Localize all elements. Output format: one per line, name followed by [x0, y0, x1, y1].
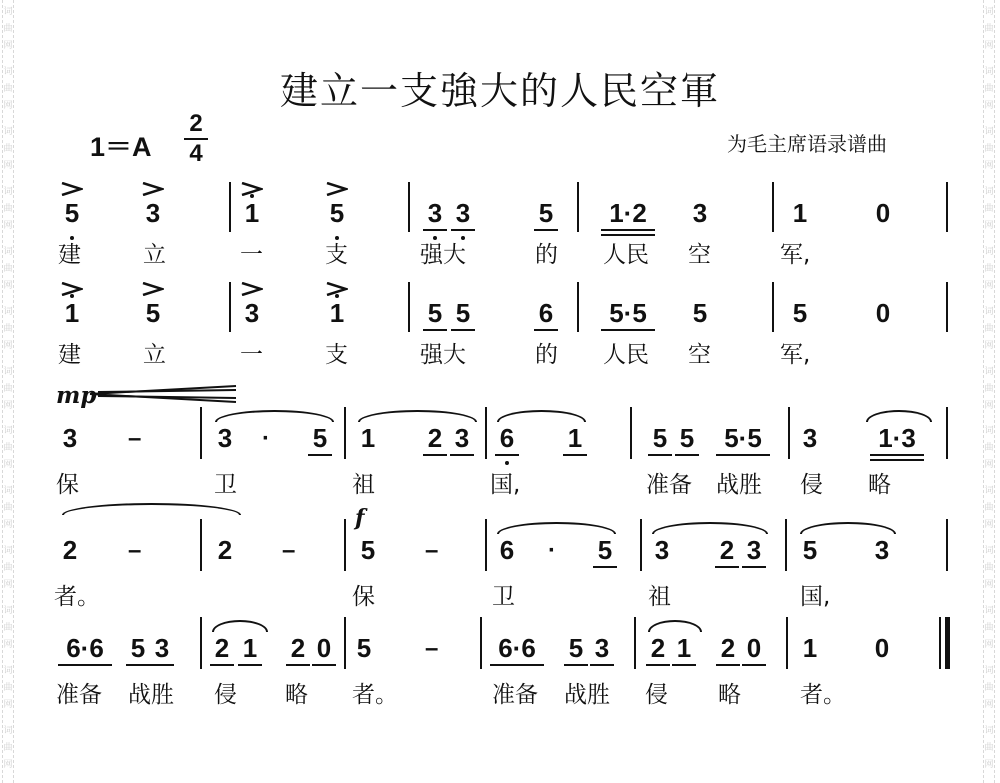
watermark-strip-left [2, 0, 14, 783]
note: 6·6 [66, 633, 104, 663]
octave-dot-high [70, 294, 74, 298]
watermark-char: 词 [3, 606, 13, 617]
underline [593, 566, 617, 568]
watermark-char: 曲 [3, 623, 13, 634]
lyric: 保 [56, 472, 79, 498]
crescendo-hairpin [88, 384, 238, 404]
lyric: 侵 [214, 682, 237, 708]
underline [870, 454, 924, 456]
note: 2 [719, 535, 735, 565]
watermark-char: 曲 [984, 743, 994, 754]
watermark-char: 曲 [984, 24, 994, 34]
note: 1 [244, 198, 260, 228]
watermark-char: 网 [3, 580, 13, 591]
bar-line [480, 617, 482, 669]
watermark-char: 网 [984, 700, 994, 711]
note: 2 [720, 633, 736, 663]
octave-dot-low [70, 236, 74, 240]
note: 5 [792, 298, 808, 328]
watermark-char: 词 [984, 126, 994, 137]
bar-line [229, 182, 231, 232]
underline [126, 664, 150, 666]
watermark-char: 网 [984, 400, 994, 411]
underline [423, 229, 447, 231]
watermark-char: 曲 [984, 143, 994, 154]
note: 5 [802, 535, 818, 565]
watermark-char: 网 [984, 220, 994, 231]
underline [58, 664, 112, 666]
lyric: 人民 [603, 242, 649, 268]
lyric: 一 [240, 242, 263, 268]
watermark-char: 网 [3, 220, 13, 231]
dot-rest: · [548, 537, 556, 564]
underline [490, 664, 544, 666]
watermark-char: 曲 [3, 323, 13, 334]
lyric: 空 [688, 242, 711, 268]
dash: – [282, 537, 296, 564]
lyric: 战胜 [716, 472, 762, 498]
watermark-char: 词 [3, 126, 13, 137]
note: 5 [64, 198, 80, 228]
note: 5·5 [724, 423, 762, 453]
accent-mark [61, 282, 83, 296]
underline [563, 454, 587, 456]
note: 0 [874, 633, 890, 663]
lyric: 立 [143, 342, 166, 368]
note: 5 [427, 298, 443, 328]
note: 2 [214, 633, 230, 663]
underline [210, 664, 234, 666]
watermark-char: 词 [3, 486, 13, 497]
note: 1 [64, 298, 80, 328]
note: 2 [62, 535, 78, 565]
watermark-char: 曲 [984, 323, 994, 334]
lyric: 支 [325, 342, 348, 368]
dash: – [425, 537, 439, 564]
watermark-char: 网 [984, 760, 994, 771]
final-bar-thin [939, 617, 941, 669]
note: 1 [242, 633, 258, 663]
note: 3 [874, 535, 890, 565]
note: 3 [594, 633, 610, 663]
note: 5 [312, 423, 328, 453]
bar-line [785, 519, 787, 571]
note: 0 [875, 298, 891, 328]
underline [564, 664, 588, 666]
dynamic-mp: mp [56, 382, 97, 409]
octave-dot-low [461, 236, 465, 240]
watermark-char: 网 [3, 760, 13, 771]
underline [672, 664, 696, 666]
bar-line [772, 182, 774, 232]
bar-line [344, 407, 346, 459]
note: 5 [538, 198, 554, 228]
watermark-char: 词 [984, 666, 994, 677]
lyric: 强大 [420, 342, 466, 368]
time-signature-top: 2 [189, 110, 203, 137]
note: 5 [597, 535, 613, 565]
note: 5 [568, 633, 584, 663]
underline [495, 454, 519, 456]
accent-mark [241, 282, 263, 296]
watermark-char: 曲 [984, 383, 994, 394]
slur [358, 410, 477, 422]
note: 2 [427, 423, 443, 453]
lyric: 略 [285, 682, 308, 708]
bar-line [634, 617, 636, 669]
watermark-char: 词 [3, 666, 13, 677]
note: 1 [792, 198, 808, 228]
lyric: 国, [800, 584, 831, 610]
bar-line [200, 519, 202, 571]
note: 3 [802, 423, 818, 453]
bar-line [946, 282, 948, 332]
accent-mark [326, 182, 348, 196]
bar-line [344, 519, 346, 571]
bar-line [408, 182, 410, 232]
lyric: 立 [143, 242, 166, 268]
octave-dot-low [505, 461, 509, 465]
bar-line [946, 407, 948, 459]
note: 3 [427, 198, 443, 228]
underline [716, 664, 740, 666]
bar-line [408, 282, 410, 332]
watermark-char: 网 [3, 700, 13, 711]
watermark-char: 曲 [3, 443, 13, 454]
lyric: 保 [352, 584, 375, 610]
time-signature [180, 112, 212, 166]
watermark-char: 词 [984, 546, 994, 557]
underline [238, 664, 262, 666]
watermark-char: 网 [3, 640, 13, 651]
watermark-char: 曲 [3, 263, 13, 274]
dash: – [128, 537, 142, 564]
lyric: 一 [240, 342, 263, 368]
underline [534, 329, 558, 331]
watermark-char: 曲 [3, 563, 13, 574]
accent-mark [61, 182, 83, 196]
watermark-char: 网 [3, 400, 13, 411]
octave-dot-high [335, 294, 339, 298]
watermark-char: 词 [3, 546, 13, 557]
watermark-char: 词 [3, 306, 13, 317]
note: 5·5 [609, 298, 647, 328]
watermark-char: 词 [984, 606, 994, 617]
bar-line [200, 407, 202, 459]
lyric: 空 [688, 342, 711, 368]
note: 0 [746, 633, 762, 663]
watermark-char: 词 [3, 366, 13, 377]
slur [800, 522, 896, 534]
bar-line [344, 617, 346, 669]
underline [715, 566, 739, 568]
note: 3 [154, 633, 170, 663]
watermark-char: 网 [3, 280, 13, 291]
lyric: 强大 [420, 242, 466, 268]
note: 0 [316, 633, 332, 663]
lyric: 的 [535, 242, 558, 268]
slur [497, 410, 586, 422]
watermark-char: 网 [3, 460, 13, 471]
note: 1 [360, 423, 376, 453]
bar-line [788, 407, 790, 459]
accent-mark [326, 282, 348, 296]
note: 1 [802, 633, 818, 663]
lyric: 战胜 [128, 682, 174, 708]
watermark-char: 网 [984, 520, 994, 531]
watermark-char: 词 [984, 246, 994, 257]
watermark-char: 曲 [3, 143, 13, 154]
note: 2 [290, 633, 306, 663]
slur [648, 620, 702, 632]
slur [212, 620, 268, 632]
accent-mark [241, 182, 263, 196]
underline [648, 454, 672, 456]
underline [742, 566, 766, 568]
underline [312, 664, 336, 666]
watermark-char: 网 [984, 100, 994, 111]
watermark-char: 曲 [3, 743, 13, 754]
underline [423, 454, 447, 456]
lyric: 战胜 [564, 682, 610, 708]
bar-line [485, 519, 487, 571]
underline [675, 454, 699, 456]
watermark-char: 网 [984, 640, 994, 651]
lyric: 者。 [352, 682, 398, 708]
watermark-char: 词 [3, 726, 13, 737]
note: 3 [217, 423, 233, 453]
note: 3 [62, 423, 78, 453]
underline [646, 664, 670, 666]
note: 5 [360, 535, 376, 565]
note: 3 [455, 198, 471, 228]
note: 0 [875, 198, 891, 228]
lyric: 者。 [54, 584, 100, 610]
note: 3 [145, 198, 161, 228]
lyric: 略 [718, 682, 741, 708]
time-signature-bottom: 4 [189, 140, 203, 167]
watermark-char: 曲 [3, 683, 13, 694]
watermark-char: 词 [3, 186, 13, 197]
lyric: 的 [535, 342, 558, 368]
watermark-char: 词 [984, 486, 994, 497]
dash: – [128, 425, 142, 452]
song-title: 建立一支強大的人民空軍 [279, 69, 720, 113]
watermark-char: 词 [3, 66, 13, 77]
note: 1·2 [609, 198, 647, 228]
note: 6 [538, 298, 554, 328]
note: 5 [455, 298, 471, 328]
key-signature: 1＝A [90, 132, 152, 162]
watermark-char: 曲 [3, 83, 13, 94]
underline [150, 664, 174, 666]
note: 1 [567, 423, 583, 453]
bar-line [946, 182, 948, 232]
lyric: 建 [58, 242, 81, 268]
lyric: 军, [780, 242, 811, 268]
lyric: 侵 [800, 472, 823, 498]
slur [497, 522, 616, 534]
underline [451, 229, 475, 231]
watermark-char: 网 [984, 460, 994, 471]
lyric: 准备 [56, 682, 102, 708]
dynamic-f: f [355, 505, 365, 531]
underline [601, 329, 655, 331]
bar-line [946, 519, 948, 571]
underline [716, 454, 770, 456]
bar-line [640, 519, 642, 571]
watermark-char: 网 [984, 280, 994, 291]
underline [870, 459, 924, 461]
lyric: 侵 [645, 682, 668, 708]
octave-dot-low [433, 236, 437, 240]
watermark-char: 网 [3, 520, 13, 531]
accent-mark [142, 182, 164, 196]
slur [652, 522, 768, 534]
underline [286, 664, 310, 666]
watermark-char: 网 [3, 340, 13, 351]
watermark-char: 曲 [3, 503, 13, 514]
note: 5 [130, 633, 146, 663]
watermark-char: 曲 [984, 563, 994, 574]
watermark-char: 曲 [3, 203, 13, 214]
slur [866, 410, 932, 422]
note: 3 [244, 298, 260, 328]
watermark-char: 网 [984, 41, 994, 51]
note: 2 [650, 633, 666, 663]
note: 5 [679, 423, 695, 453]
note: 5 [356, 633, 372, 663]
note: 5 [145, 298, 161, 328]
octave-dot-low [335, 236, 339, 240]
watermark-char: 曲 [984, 83, 994, 94]
lyric: 者。 [800, 682, 846, 708]
note: 5 [652, 423, 668, 453]
dash: – [425, 635, 439, 662]
note: 1·3 [878, 423, 916, 453]
watermark-char: 词 [3, 246, 13, 257]
watermark-char: 词 [984, 726, 994, 737]
watermark-char: 词 [984, 7, 994, 17]
watermark-char: 曲 [984, 503, 994, 514]
note: 3 [692, 198, 708, 228]
note: 5 [692, 298, 708, 328]
bar-line [577, 282, 579, 332]
underline [590, 664, 614, 666]
underline [451, 329, 475, 331]
note: 1 [676, 633, 692, 663]
watermark-char: 词 [984, 426, 994, 437]
watermark-char: 曲 [984, 263, 994, 274]
bar-line [630, 407, 632, 459]
bar-line [229, 282, 231, 332]
octave-dot-high [250, 194, 254, 198]
lyric: 人民 [603, 342, 649, 368]
watermark-strip-right [983, 0, 995, 783]
bar-line [577, 182, 579, 232]
underline [601, 229, 655, 231]
watermark-char: 网 [984, 160, 994, 171]
bar-line [772, 282, 774, 332]
note: 2 [217, 535, 233, 565]
note: 6·6 [498, 633, 536, 663]
note: 6 [499, 423, 515, 453]
watermark-char: 网 [3, 160, 13, 171]
lyric: 祖 [648, 584, 671, 610]
watermark-char: 曲 [3, 24, 13, 34]
lyric: 国, [490, 472, 521, 498]
note: 5 [329, 198, 345, 228]
watermark-char: 网 [3, 100, 13, 111]
slur [215, 410, 334, 422]
note: 3 [454, 423, 470, 453]
watermark-char: 曲 [984, 443, 994, 454]
tie [62, 503, 241, 515]
underline [423, 329, 447, 331]
final-bar-thick [945, 617, 950, 669]
lyric: 卫 [214, 472, 237, 498]
bar-line [200, 617, 202, 669]
watermark-char: 词 [984, 306, 994, 317]
composer-credit: 为毛主席语录谱曲 [727, 132, 887, 156]
lyric: 军, [780, 342, 811, 368]
watermark-char: 词 [984, 366, 994, 377]
dot-rest: · [262, 425, 270, 452]
watermark-char: 词 [3, 7, 13, 17]
note: 3 [746, 535, 762, 565]
underline [308, 454, 332, 456]
watermark-char: 词 [3, 426, 13, 437]
bar-line [485, 407, 487, 459]
watermark-char: 词 [984, 186, 994, 197]
watermark-char: 曲 [984, 623, 994, 634]
note: 3 [654, 535, 670, 565]
watermark-char: 网 [984, 580, 994, 591]
lyric: 支 [325, 242, 348, 268]
lyric: 祖 [352, 472, 375, 498]
watermark-char: 网 [984, 340, 994, 351]
underline [450, 454, 474, 456]
note: 6 [499, 535, 515, 565]
watermark-char: 曲 [984, 683, 994, 694]
lyric: 建 [58, 342, 81, 368]
watermark-char: 网 [3, 41, 13, 51]
lyric: 准备 [646, 472, 692, 498]
accent-mark [142, 282, 164, 296]
watermark-char: 曲 [3, 383, 13, 394]
lyric: 准备 [492, 682, 538, 708]
watermark-char: 词 [984, 66, 994, 77]
underline [534, 229, 558, 231]
note: 1 [329, 298, 345, 328]
watermark-char: 曲 [984, 203, 994, 214]
lyric: 略 [868, 472, 891, 498]
underline [742, 664, 766, 666]
underline [601, 234, 655, 236]
lyric: 卫 [492, 584, 515, 610]
bar-line [786, 617, 788, 669]
